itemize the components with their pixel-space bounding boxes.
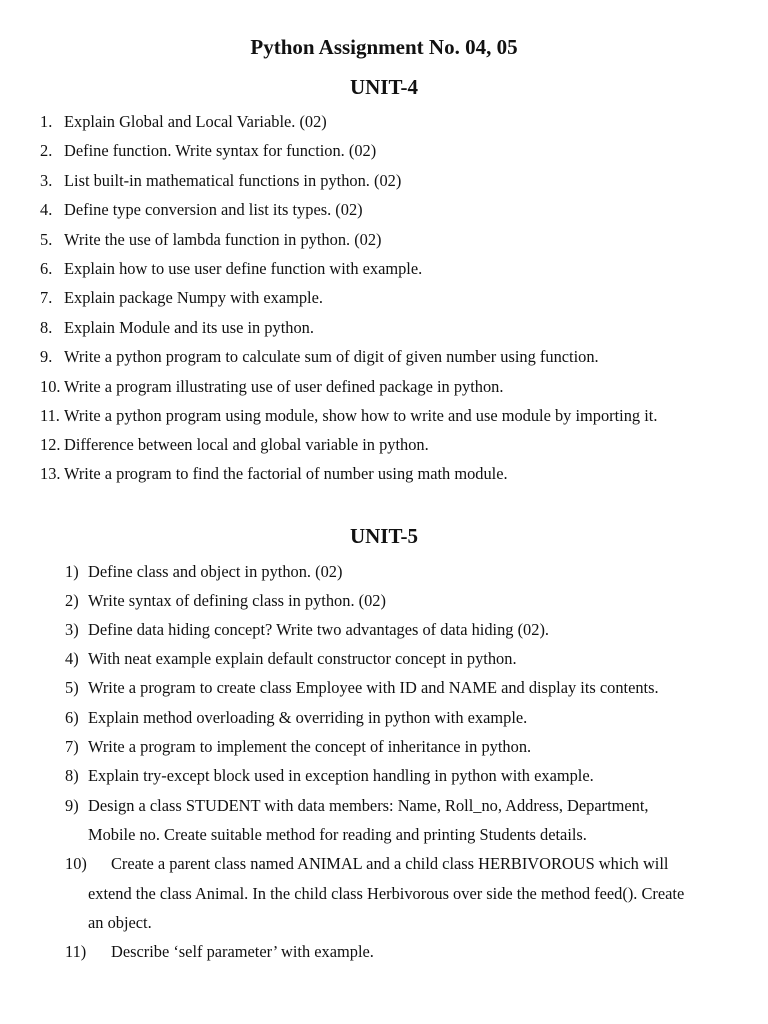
item-text: Explain try-except block used in exception handling in python with example. [88,766,594,785]
item-number: 2) [65,591,79,610]
item-number: 5. [40,230,53,249]
item-number: 10) [65,854,87,873]
item-number: 6) [65,708,79,727]
item-text: Define class and object in python. (02) [88,562,343,581]
item-number: 1) [65,562,79,581]
unit-4-heading: UNIT-4 [349,75,419,99]
page-title: Python Assignment No. 04, 05 [250,35,518,59]
item-text: Write a program to create class Employee with ID and NAME and display its contents. [88,678,659,697]
item-number: 4) [65,649,79,668]
item-number: 7) [65,737,79,756]
item-text: Explain package Numpy with example. [64,288,323,307]
item-number: 9) [65,796,79,815]
unit-5-heading: UNIT-5 [349,524,419,548]
item-number: 3) [65,620,79,639]
item-number: 7. [40,288,53,307]
item-text: Create a parent class named ANIMAL and a child class HERBIVOROUS which will [111,854,669,873]
item-number: 8. [40,318,53,337]
item-number: 11. [40,406,60,425]
item-text: Explain method overloading & overriding in python with example. [88,708,528,727]
item-text: Explain how to use user define function with example. [64,259,423,278]
item-number: 12. [40,435,61,454]
item-number: 3. [40,171,53,190]
item-text: Write syntax of defining class in python. (02) [88,591,386,610]
item-text: Design a class STUDENT with data members: Name, Roll_no, Address, Department, [88,796,649,815]
item-text: Define type conversion and list its types. (02) [64,200,363,219]
item-number: 4. [40,200,53,219]
item-text: Explain Global and Local Variable. (02) [64,112,327,131]
item-text: Write a program to implement the concept of inheritance in python. [88,737,532,756]
item-number: 8) [65,766,79,785]
item-number: 2. [40,141,53,160]
item-text-continuation: extend the class Animal. In the child class Herbivorous over side the method feed(). Create [88,884,685,903]
item-number: 10. [40,377,61,396]
item-number: 1. [40,112,53,131]
item-text-continuation: Mobile no. Create suitable method for reading and printing Students details. [88,825,587,844]
item-text: Define function. Write syntax for function. (02) [64,141,377,160]
item-text: Write a python program using module, show how to write and use module by importing it. [64,406,658,425]
item-number: 6. [40,259,53,278]
item-text: With neat example explain default constructor concept in python. [88,649,517,668]
item-text: Explain Module and its use in python. [64,318,314,337]
item-text: Write a python program to calculate sum of digit of given number using function. [64,347,599,366]
item-number: 5) [65,678,79,697]
item-number: 9. [40,347,53,366]
item-text: Describe ‘self parameter’ with example. [111,942,374,961]
item-number: 11) [65,942,87,961]
item-text-continuation: an object. [88,913,152,932]
item-text: Write a program to find the factorial of number using math module. [64,464,508,483]
item-text: Difference between local and global variable in python. [64,435,429,454]
item-text: Write a program illustrating use of user defined package in python. [64,377,504,396]
item-text: Write the use of lambda function in python. (02) [64,230,382,249]
item-text: List built-in mathematical functions in python. (02) [64,171,402,190]
item-text: Define data hiding concept? Write two advantages of data hiding (02). [88,620,550,639]
item-number: 13. [40,464,61,483]
